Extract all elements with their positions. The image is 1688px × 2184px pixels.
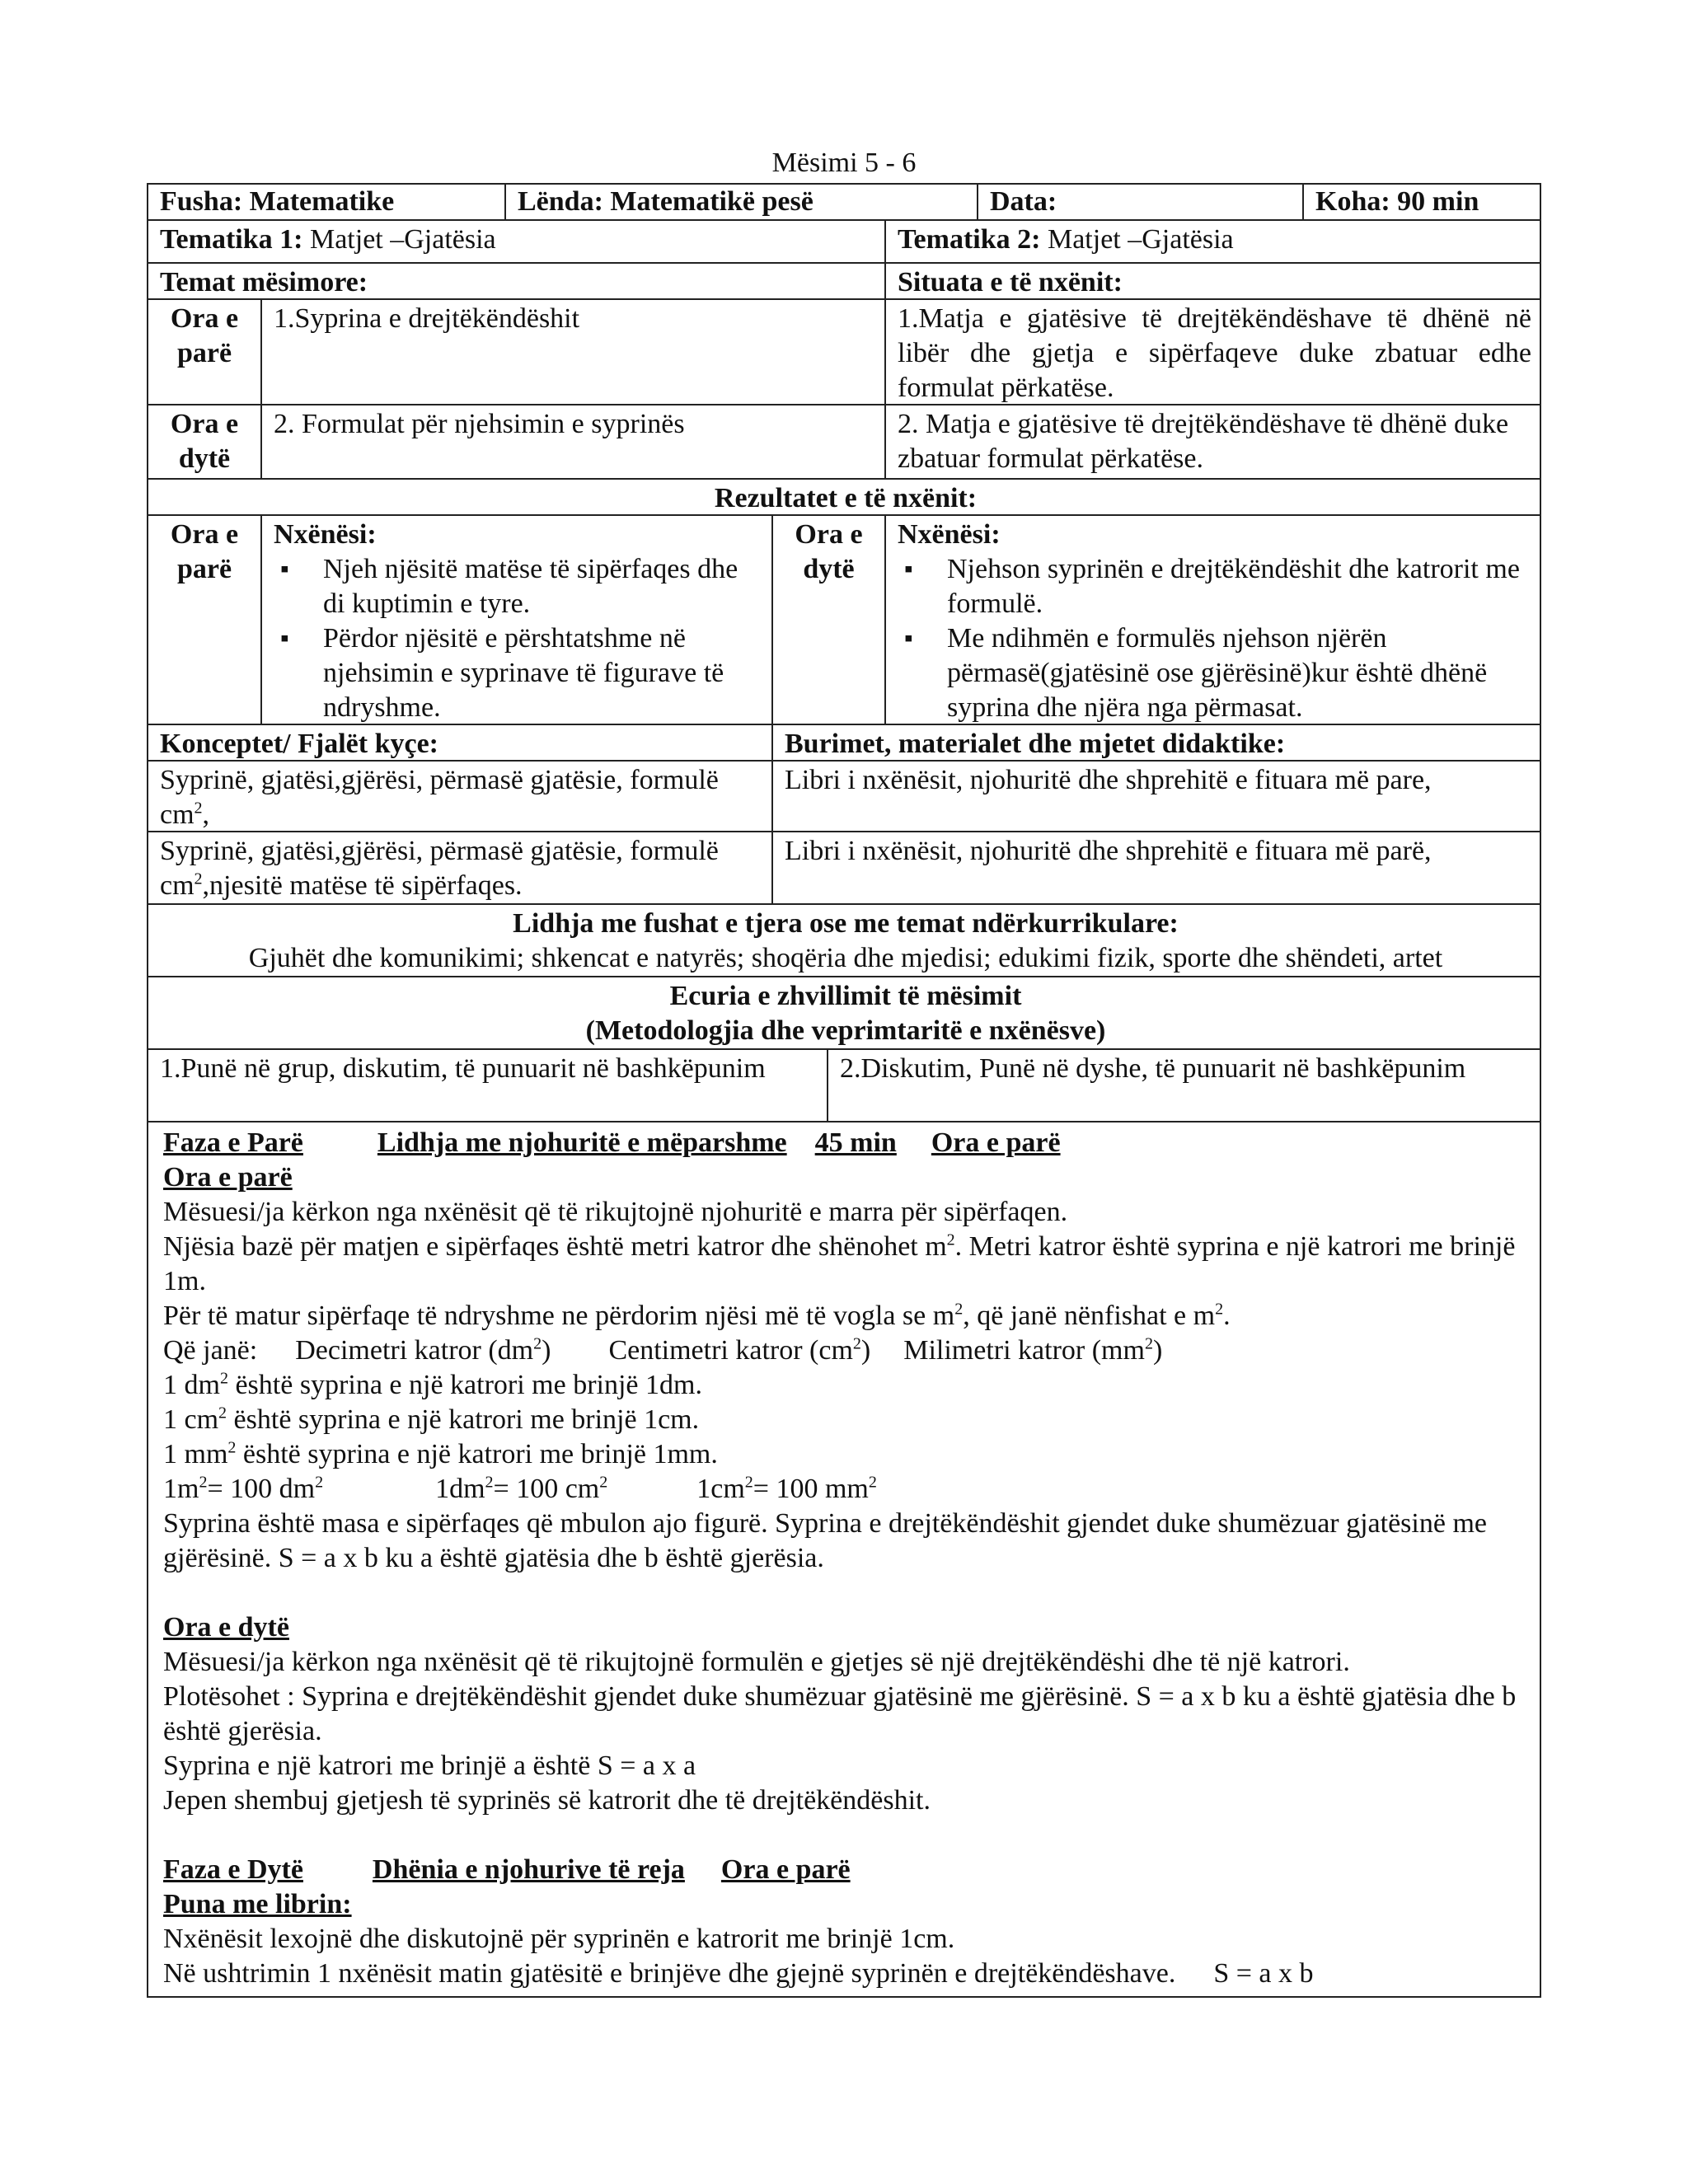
metoda-1: 1.Punë në grup, diskutim, të punuarit në bashkëpunim (160, 1053, 766, 1084)
konceptet-2-tail: ,njesitë matëse të sipërfaqes. (202, 870, 523, 901)
konceptet-row-1 (148, 760, 1540, 831)
rezultatet-row (148, 514, 1540, 724)
burimet-2: Libri i nxënësit, njohuritë dhe shprehitë e fituara më parë, (771, 832, 1540, 903)
text: është syprina e një katrori me brinjë 1cm. (227, 1404, 700, 1435)
rezultatet-ora2-label: Ora e dytë (771, 516, 884, 724)
ora2-line-4: Jepen shembuj gjetjesh të syprinës së katrorit dhe të drejtëkëndëshit. (163, 1785, 931, 1816)
list-item: ▪ Njehson syprinën e drejtëkëndëshit dhe katrorit me formulë. (898, 552, 1531, 621)
text: ) (542, 1335, 551, 1366)
tematika-2-label: Tematika 2: (898, 224, 1041, 255)
superscript: 2 (485, 1473, 494, 1492)
konceptet-label: Konceptet/ Fjalët kyçe: (160, 729, 438, 759)
temat-ora1-label: Ora e parë (170, 303, 239, 368)
konceptet-2-text: Syprinë, gjatësi,gjërësi, përmasë gjatësie, formulë cm (160, 836, 719, 901)
konceptet-row-2 (148, 831, 1540, 903)
faza1-line-6 (163, 1403, 1528, 1437)
superscript: 2 (199, 1473, 208, 1492)
faza1-line-4 (163, 1333, 1528, 1368)
text: Milimetri katror (mm (903, 1335, 1145, 1366)
lenda-cell: Lënda: Matematikë pesë (504, 185, 977, 219)
faza1-line-9: Syprina është masa e sipërfaqes që mbulon ajo figurë. Syprina e drejtëkëndëshit gjendet duke shumëzuar gjatësinë me gjërësinë. S = a x b ku a është gjatësia dhe b është gjerësia. (163, 1508, 1487, 1573)
koha-cell: Koha: 90 min (1302, 185, 1540, 219)
temat-ora1-situata: 1.Matja e gjatësive të drejtëkëndëshave të dhënë në libër dhe gjetja e sipërfaqeve duke zbatuar edhe formulat përkatëse. (884, 300, 1540, 404)
text: S = a x b (1213, 1958, 1314, 1989)
temat-header-row (148, 262, 1540, 298)
text: . (1223, 1301, 1231, 1331)
superscript: 2 (744, 1473, 753, 1492)
superscript: 2 (315, 1473, 324, 1492)
text: Centimetri katror (cm (608, 1335, 853, 1366)
list-item: ▪ Njeh njësitë matëse të sipërfaqes dhe di kuptimin e tyre. (274, 552, 763, 621)
superscript: 2 (946, 1230, 955, 1249)
temat-label: Temat mësimore: (160, 267, 368, 298)
lesson-body (148, 1122, 1540, 1996)
metodologjia-row (148, 1048, 1540, 1121)
fusha-cell: Fusha: Matematike (160, 186, 395, 217)
faza2-subheading: Puna me librin: (163, 1889, 352, 1919)
faza1-heading (163, 1126, 1528, 1160)
faza2-line-1: Nxënësit lexojnë dhe diskutojnë për syprinën e katrorit me brinjë 1cm. (163, 1924, 955, 1954)
tematika-1-value: Matjet –Gjatësia (302, 224, 496, 255)
tematika-1 (148, 221, 884, 262)
lesson-body-row (148, 1121, 1540, 1996)
situata-label: Situata e të nxënit: (884, 264, 1540, 298)
text: 1 cm (163, 1404, 219, 1435)
text: 1 mm (163, 1439, 228, 1469)
superscript: 2 (194, 799, 203, 818)
superscript: 2 (1215, 1300, 1224, 1319)
lidhja-cell (148, 905, 1540, 976)
faza1-heading-d: Ora e parë (931, 1127, 1061, 1158)
faza1-subheading: Ora e parë (163, 1162, 293, 1193)
konceptet-header-row (148, 724, 1540, 760)
tematika-2-value: Matjet –Gjatësia (1040, 224, 1234, 255)
faza2-heading-c: Ora e parë (720, 1854, 851, 1885)
faza1-equivalences (163, 1472, 1528, 1507)
superscript: 2 (194, 869, 203, 888)
text: 1dm (435, 1474, 485, 1504)
burimet-label: Burimet, materialet dhe mjetet didaktike: (771, 725, 1540, 760)
superscript: 2 (1144, 1334, 1153, 1353)
faza2-heading-a: Faza e Dytë (163, 1854, 303, 1885)
rezultatet-ora1-content (260, 516, 771, 724)
faza1-heading-a: Faza e Parë (163, 1127, 303, 1158)
text: 1 dm (163, 1370, 220, 1400)
tematika-row (148, 219, 1540, 262)
text: Që janë: (163, 1335, 258, 1366)
rezultatet-ora2-list (898, 552, 1531, 725)
ora2-subheading: Ora e dytë (163, 1612, 289, 1643)
temat-ora1-row (148, 298, 1540, 404)
ora2-line-2: Plotësohet : Syprina e drejtëkëndëshit gjendet duke shumëzuar gjatësinë me gjërësinë. S = a x b ku a është gjatësia dhe b është gjerësia. (163, 1681, 1517, 1746)
tematika-1-label: Tematika 1: (160, 224, 303, 255)
text: 1cm (696, 1474, 745, 1504)
faza1-line-1: Mësuesi/ja kërkon nga nxënësit që të rikujtojnë njohuritë e marra për sipërfaqen. (163, 1197, 1068, 1227)
rezultatet-title-row (148, 478, 1540, 514)
superscript: 2 (599, 1473, 608, 1492)
text: Në ushtrimin 1 nxënësit matin gjatësitë e brinjëve dhe gjejnë syprinën e drejtëkëndëshave. (163, 1958, 1176, 1989)
text: . Metri katror është syprina e një katrori me brinjë 1m. (163, 1231, 1516, 1296)
nxenesi-label-1: Nxënësi: (274, 519, 377, 550)
temat-ora2-row (148, 404, 1540, 478)
superscript: 2 (218, 1404, 227, 1422)
ecuria-title: Ecuria e zhvillimit të mësimit (669, 981, 1022, 1011)
text: = 100 mm (753, 1474, 869, 1504)
faza2-line-2 (163, 1957, 1528, 1991)
faza1-line-5 (163, 1368, 1528, 1403)
lidhja-title: Lidhja me fushat e tjera ose me temat ndërkurrikulare: (513, 908, 1179, 939)
text: Decimetri katror (dm (295, 1335, 534, 1366)
faza2-heading-b: Dhënia e njohurive të reja (372, 1854, 685, 1885)
temat-ora2-tema: 2. Formulat për njehsimin e syprinës (260, 405, 884, 478)
faza1-heading-b: Lidhja me njohuritë e mëparshme (377, 1127, 787, 1158)
ecuria-subtitle: (Metodologjia dhe veprimtaritë e nxënësve) (585, 1015, 1106, 1046)
ecuria-cell (148, 977, 1540, 1048)
superscript: 2 (219, 1369, 228, 1388)
faza1-line-2 (163, 1230, 1528, 1299)
burimet-1: Libri i nxënësit, njohuritë dhe shprehitë e fituara më pare, (771, 762, 1540, 831)
lidhja-text: Gjuhët dhe komunikimi; shkencat e natyrës; shoqëria dhe mjedisi; edukimi fizik, sporte dhe shëndeti, artet (248, 943, 1443, 973)
rezultatet-ora1-label: Ora e parë (170, 519, 239, 584)
text: është syprina e një katrori me brinjë 1mm. (236, 1439, 718, 1469)
ecuria-title-row (148, 976, 1540, 1048)
text: 1m (163, 1474, 199, 1504)
text: = 100 cm (493, 1474, 600, 1504)
nxenesi-label-2: Nxënësi: (898, 519, 1001, 550)
text: Për të matur sipërfaqe të ndryshme ne përdorim njësi më të vogla se m (163, 1301, 955, 1331)
lidhja-row (148, 903, 1540, 976)
superscript: 2 (227, 1438, 237, 1457)
text: është syprina e një katrori me brinjë 1dm. (227, 1370, 702, 1400)
superscript: 2 (852, 1334, 861, 1353)
ora2-line-1: Mësuesi/ja kërkon nga nxënësit që të rikujtojnë formulën e gjetjes së një drejtëkëndëshi dhe të një katrori. (163, 1647, 1350, 1677)
text: ) (860, 1335, 871, 1366)
faza2-heading (163, 1853, 1528, 1887)
text: , që janë nënfishat e m (963, 1301, 1216, 1331)
faza1-heading-c: 45 min (814, 1127, 897, 1158)
rezultatet-ora1-list (274, 552, 763, 725)
lesson-plan-table (147, 183, 1541, 1998)
konceptet-2 (148, 832, 771, 903)
konceptet-1 (148, 762, 771, 831)
konceptet-1-tail: , (202, 799, 210, 830)
header-row (148, 185, 1540, 219)
faza1-line-3 (163, 1299, 1528, 1333)
temat-ora1-tema: 1.Syprina e drejtëkëndëshit (260, 300, 884, 404)
list-item: ▪ Me ndihmën e formulës njehson njërën përmasë(gjatësinë ose gjërësinë)kur është dhënë syprina dhe njëra nga përmasat. (898, 621, 1531, 725)
tematika-2 (884, 221, 1540, 262)
page-title: Mësimi 5 - 6 (771, 148, 917, 178)
text: ) (1152, 1335, 1163, 1366)
rezultatet-title: Rezultatet e të nxënit: (714, 483, 978, 513)
metoda-2: 2.Diskutim, Punë në dyshe, të punuarit në bashkëpunim (827, 1050, 1540, 1121)
konceptet-1-text: Syprinë, gjatësi,gjërësi, përmasë gjatësie, formulë cm (160, 765, 719, 830)
text: Njësia bazë për matjen e sipërfaqes është metri katror dhe shënohet m (163, 1231, 947, 1262)
temat-ora2-situata: 2. Matja e gjatësive të drejtëkëndëshave të dhënë duke zbatuar formulat përkatëse. (884, 405, 1540, 478)
text: = 100 dm (207, 1474, 316, 1504)
faza1-line-7 (163, 1437, 1528, 1472)
superscript: 2 (868, 1473, 877, 1492)
superscript: 2 (533, 1334, 542, 1353)
ora2-line-3: Syprina e një katrori me brinjë a është S = a x a (163, 1750, 696, 1781)
data-cell: Data: (977, 185, 1302, 219)
list-item: ▪ Përdor njësitë e përshtatshme në njehsimin e syprinave të figurave të ndryshme. (274, 621, 763, 725)
temat-ora2-label: Ora e dytë (170, 409, 239, 474)
rezultatet-ora2-content (884, 516, 1540, 724)
superscript: 2 (954, 1300, 964, 1319)
